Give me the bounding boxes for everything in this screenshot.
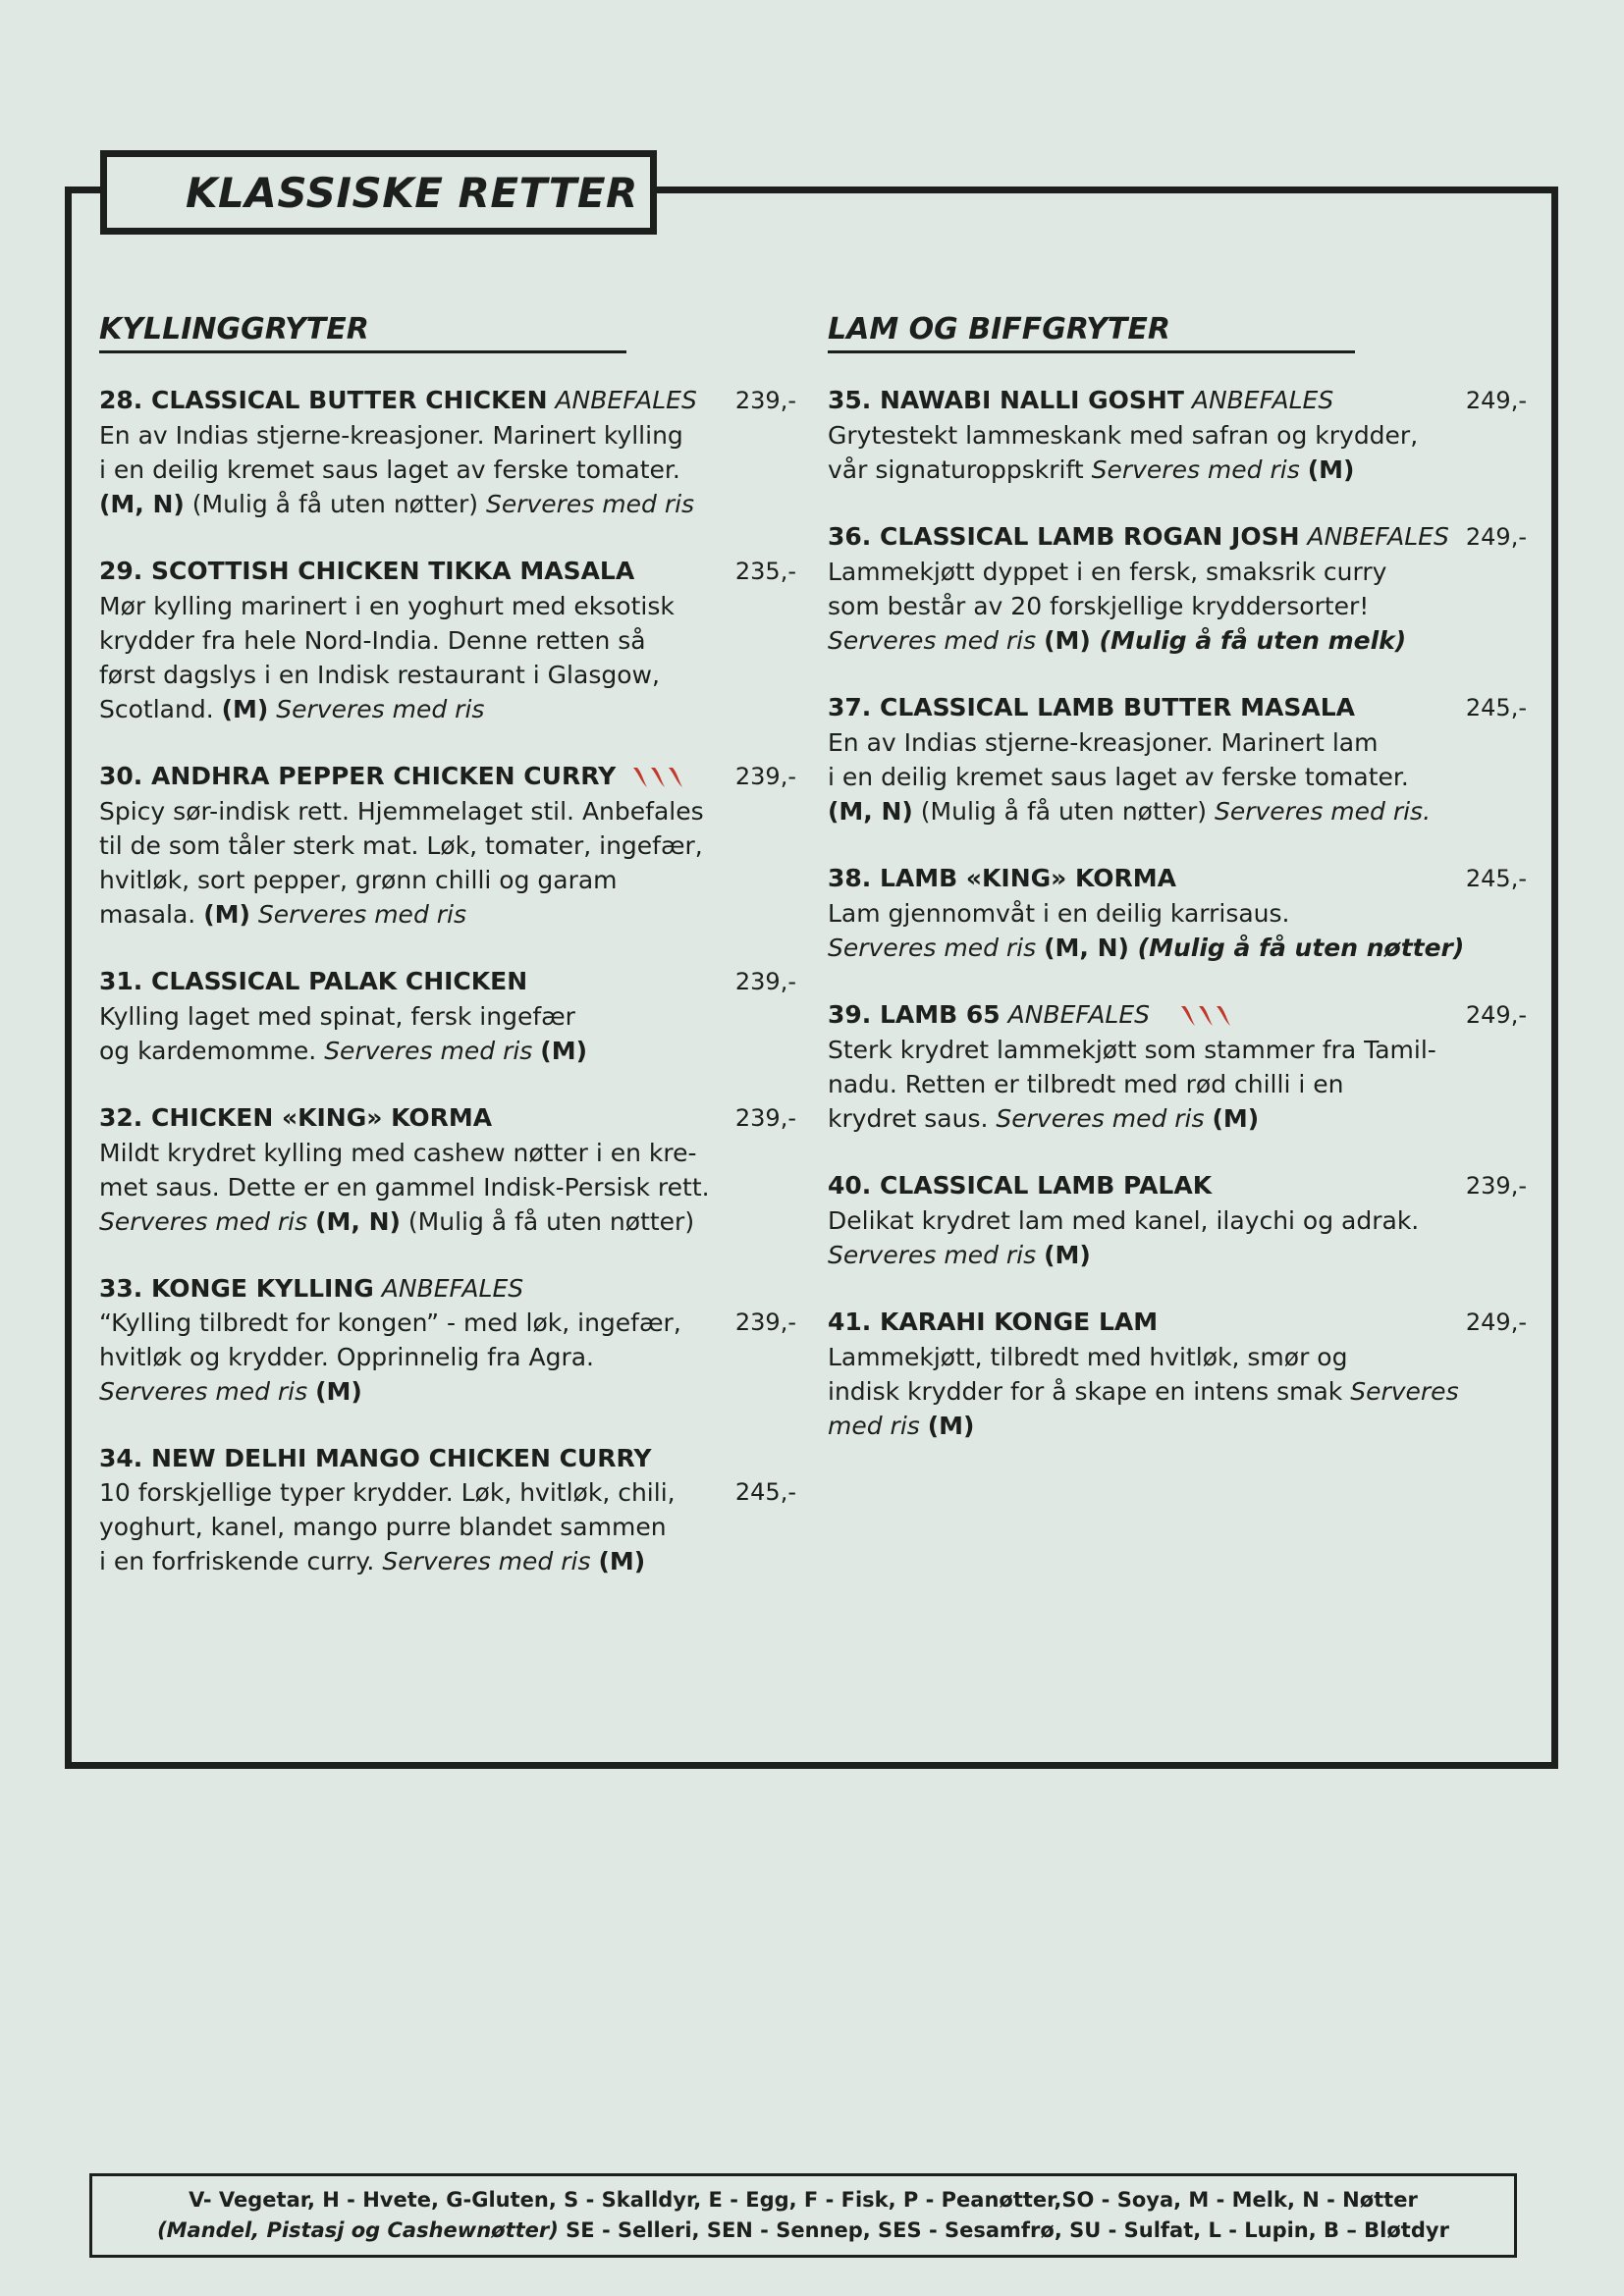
dish-name: 33. KONGE KYLLING (99, 1274, 374, 1303)
dish-name: 31. CLASSICAL PALAK CHICKEN (99, 967, 528, 995)
dish-price: 249,- (1465, 387, 1527, 414)
dish-price: 239,- (1465, 1172, 1527, 1200)
chili-icon (629, 765, 686, 790)
dish-description: Kylling laget med spinat, fersk ingefær og kardemomme. Serveres med ris (M) (99, 1002, 588, 1065)
dish-name: 30. ANDHRA PEPPER CHICKEN CURRY (99, 762, 617, 790)
dish-37 (828, 690, 1527, 828)
recommended-tag: ANBEFALES (555, 386, 697, 414)
dish-price: 239,- (734, 968, 796, 995)
dish-description: Grytestekt lammeskank med safran og krydder, vår signaturoppskrift Serveres med ris (M) (828, 421, 1419, 484)
dish-price: 249,- (1465, 1001, 1527, 1029)
dish-name: 35. NAWABI NALLI GOSHT (828, 386, 1184, 414)
dish-description: Spicy sør-indisk rett. Hjemmelaget stil. Anbefales til de som tåler sterk mat. Løk, tomater, ingefær, hvitløk, sort pepper, grønn chilli og garam masala. (M) Serveres med ris (99, 797, 704, 929)
recommended-tag: ANBEFALES (1191, 386, 1334, 414)
dish-description: Mildt krydret kylling med cashew nøtter i en kre- met saus. Dette er en gammel Indisk-Persisk rett. Serveres med ris (M, N) (Mulig å få uten nøtter) (99, 1139, 710, 1236)
dish-name: 41. KARAHI KONGE LAM (828, 1308, 1159, 1336)
dish-name: 34. NEW DELHI MANGO CHICKEN CURRY (99, 1444, 652, 1472)
dish-description: 10 forskjellige typer krydder. Løk, hvitløk, chili, yoghurt, kanel, mango purre blandet sammen i en forfriskende curry. Serveres med ris (M) (99, 1478, 676, 1575)
dish-description: Lam gjennomvåt i en deilig karrisaus. Serveres med ris (M, N) (Mulig å få uten nøtter) (828, 899, 1465, 962)
dish-33 (99, 1271, 796, 1409)
section-heading: KYLLINGGRYTER (99, 312, 626, 353)
dish-35 (828, 383, 1527, 487)
dish-40 (828, 1168, 1527, 1272)
dish-description: “Kylling tilbredt for kongen” - med løk, ingefær, hvitløk og krydder. Opprinnelig fra Agra. Serveres med ris (M) (99, 1308, 681, 1406)
allergen-line-2: (Mandel, Pistasj og Cashewnøtter) SE - Selleri, SEN - Sennep, SES - Sesamfrø, SU - Sulfat, L - Lupin, B – Bløtdyr (157, 2218, 1449, 2242)
column-lamb-beef (828, 312, 1527, 1475)
dish-price: 249,- (1465, 523, 1527, 551)
dish-name: 38. LAMB «KING» KORMA (828, 864, 1177, 892)
dish-name: 28. CLASSICAL BUTTER CHICKEN (99, 386, 548, 414)
dish-price: 235,- (734, 558, 796, 585)
dish-price: 249,- (1465, 1308, 1527, 1336)
dish-price: 245,- (734, 1478, 796, 1506)
dish-31 (99, 964, 796, 1068)
dish-description: Mør kylling marinert i en yoghurt med eksotisk krydder fra hele Nord-India. Denne retten så først dagslys i en Indisk restaurant i Glasgow, Scotland. (M) Serveres med ris (99, 592, 675, 723)
allergen-legend (89, 2173, 1517, 2258)
page-title: KLASSISKE RETTER (186, 168, 638, 217)
dish-36 (828, 519, 1527, 658)
dish-price: 245,- (1465, 694, 1527, 721)
dish-39 (828, 997, 1527, 1136)
dish-description: Sterk krydret lammekjøtt som stammer fra Tamil- nadu. Retten er tilbredt med rød chilli i en krydret saus. Serveres med ris (M) (828, 1036, 1436, 1133)
dish-description: En av Indias stjerne-kreasjoner. Marinert kylling i en deilig kremet saus laget av ferske tomater. (M, N) (Mulig å få uten nøtter) Serveres med ris (99, 421, 695, 518)
chili-icon (1177, 1003, 1234, 1029)
dish-name: 32. CHICKEN «KING» KORMA (99, 1103, 493, 1132)
allergen-line-1: V- Vegetar, H - Hvete, G-Gluten, S - Skalldyr, E - Egg, F - Fisk, P - Peanøtter,SO - Soya, M - Melk, N - Nøtter (189, 2188, 1418, 2212)
dish-name: 37. CLASSICAL LAMB BUTTER MASALA (828, 693, 1355, 721)
dish-38 (828, 861, 1527, 965)
dish-description: Lammekjøtt, tilbredt med hvitløk, smør og indisk krydder for å skape en intens smak Serveres med ris (M) (828, 1343, 1459, 1440)
dish-description: Lammekjøtt dyppet i en fersk, smaksrik curry som består av 20 forskjellige kryddersorter! Serveres med ris (M) (Mulig å få uten melk) (828, 558, 1407, 655)
recommended-tag: ANBEFALES (381, 1274, 524, 1303)
recommended-tag: ANBEFALES (1307, 522, 1449, 551)
dish-price: 239,- (734, 1104, 796, 1132)
section-heading: LAM OG BIFFGRYTER (828, 312, 1355, 353)
dish-name: 40. CLASSICAL LAMB PALAK (828, 1171, 1213, 1200)
dish-name: 29. SCOTTISH CHICKEN TIKKA MASALA (99, 557, 635, 585)
dish-price: 239,- (734, 763, 796, 790)
dish-34 (99, 1441, 796, 1578)
dish-30 (99, 759, 796, 932)
dish-description: En av Indias stjerne-kreasjoner. Marinert lam i en deilig kremet saus laget av ferske tomater. (M, N) (Mulig å få uten nøtter) Serveres med ris. (828, 728, 1432, 826)
dish-28 (99, 383, 796, 521)
dish-name: 39. LAMB 65 (828, 1000, 1001, 1029)
dish-name: 36. CLASSICAL LAMB ROGAN JOSH (828, 522, 1300, 551)
dish-29 (99, 554, 796, 726)
dish-description: Delikat krydret lam med kanel, ilaychi og adrak. Serveres med ris (M) (828, 1206, 1420, 1269)
column-chicken (99, 312, 796, 1611)
dish-price: 239,- (734, 387, 796, 414)
dish-41 (828, 1305, 1527, 1443)
dish-price: 245,- (1465, 865, 1527, 892)
dish-price: 239,- (734, 1308, 796, 1336)
recommended-tag: ANBEFALES (1007, 1000, 1151, 1029)
title-box (100, 150, 657, 235)
dish-32 (99, 1100, 796, 1239)
